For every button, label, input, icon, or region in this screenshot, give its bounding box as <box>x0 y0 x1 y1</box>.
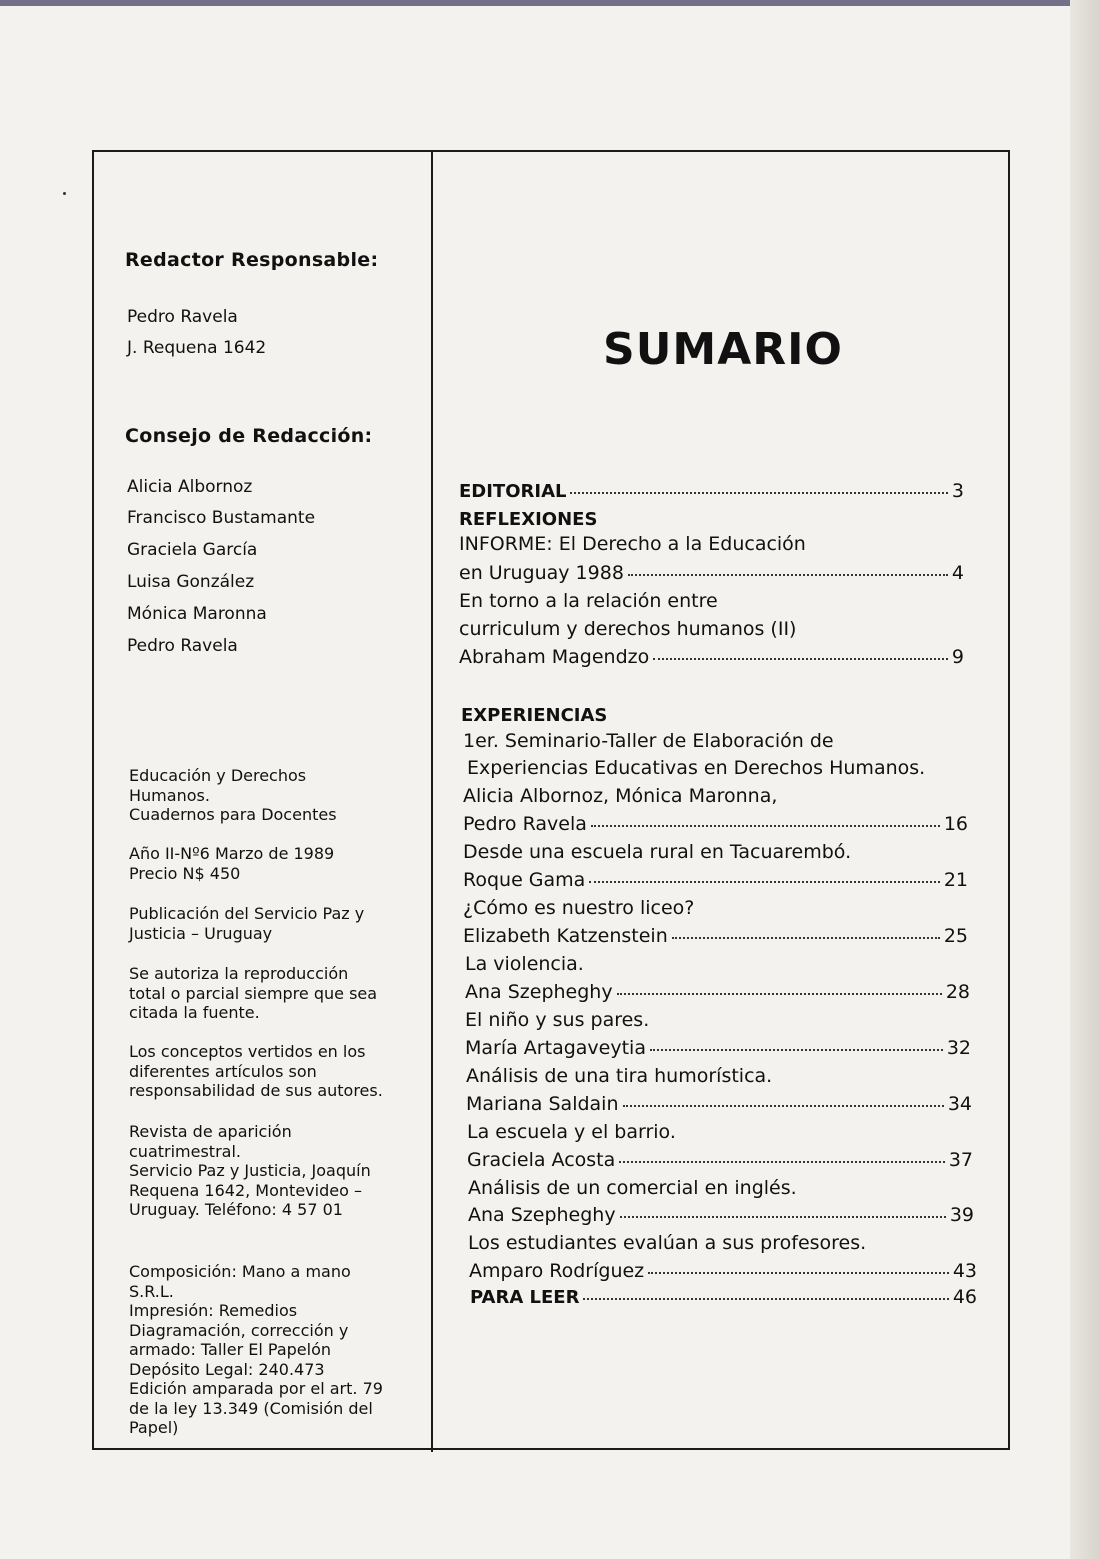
responsible-address: J. Requena 1642 <box>127 338 267 358</box>
toc-entry-author: Graciela Acosta <box>467 1149 616 1171</box>
toc-entry[interactable] <box>465 1037 971 1059</box>
toc-line: ¿Cómo es nuestro liceo? <box>463 897 695 919</box>
dot-leader <box>589 881 939 883</box>
toc-page-number: 9 <box>951 646 964 668</box>
toc-entry-para-leer[interactable] <box>470 1286 977 1308</box>
toc-page-number: 3 <box>951 480 964 502</box>
dot-leader <box>617 993 942 995</box>
toc-line: 1er. Seminario-Taller de Elaboración de <box>463 730 834 752</box>
dot-leader <box>653 658 948 660</box>
info-publisher: Publicación del Servicio Paz y Justicia – Uruguay <box>129 904 365 943</box>
responsible-name: Pedro Ravela <box>127 307 238 327</box>
toc-page-number: 16 <box>943 813 968 835</box>
toc-page-number: 46 <box>952 1286 977 1308</box>
toc-entry-editorial[interactable] <box>459 480 964 502</box>
toc-line: La escuela y el barrio. <box>467 1121 676 1143</box>
dot-leader <box>583 1298 948 1300</box>
page-edge-shadow <box>1070 0 1100 1559</box>
page-title: SUMARIO <box>603 324 843 375</box>
dot-leader <box>672 937 940 939</box>
contents-column <box>433 152 1010 1448</box>
toc-entry[interactable] <box>468 1204 974 1226</box>
toc-entry[interactable] <box>463 813 968 835</box>
print-speck <box>63 192 66 195</box>
publication-info <box>129 1122 419 1220</box>
toc-entry[interactable] <box>469 1260 977 1282</box>
toc-entry[interactable] <box>459 562 964 584</box>
toc-page-number: 28 <box>945 981 970 1003</box>
toc-line: Análisis de un comercial en inglés. <box>468 1177 797 1199</box>
dot-leader <box>620 1216 946 1218</box>
council-heading: Consejo de Redacción: <box>125 425 373 447</box>
toc-entry-author: Roque Gama <box>463 869 586 891</box>
toc-line: INFORME: El Derecho a la Educación <box>459 533 806 555</box>
publication-info <box>129 964 419 1023</box>
toc-entry-label: PARA LEER <box>470 1287 580 1308</box>
publication-info <box>129 904 419 943</box>
council-member: Luisa González <box>127 572 255 592</box>
toc-line: Los estudiantes evalúan a sus profesores. <box>468 1232 867 1254</box>
toc-entry-label: Abraham Magendzo <box>459 646 650 668</box>
toc-page-number: 25 <box>943 925 968 947</box>
dot-leader <box>648 1272 949 1274</box>
toc-entry-label: EDITORIAL <box>459 481 567 502</box>
info-publication-title: Educación y Derechos Humanos. Cuadernos para Docentes <box>129 766 337 824</box>
toc-line: Alicia Albornoz, Mónica Maronna, <box>463 785 778 807</box>
toc-entry[interactable] <box>463 869 968 891</box>
section-heading-reflexiones: REFLEXIONES <box>459 509 598 530</box>
dot-leader <box>591 825 940 827</box>
council-member: Graciela García <box>127 540 258 560</box>
council-member: Mónica Maronna <box>127 604 267 624</box>
toc-line: curriculum y derechos humanos (II) <box>459 618 797 640</box>
council-member: Francisco Bustamante <box>127 508 316 528</box>
council-member: Pedro Ravela <box>127 636 238 656</box>
toc-entry-author: Ana Szepheghy <box>468 1204 616 1226</box>
council-member: Alicia Albornoz <box>127 477 253 497</box>
masthead-column <box>94 152 431 1448</box>
toc-entry[interactable] <box>463 925 968 947</box>
publication-info <box>129 1262 419 1438</box>
dot-leader <box>650 1049 943 1051</box>
toc-entry-author: Amparo Rodríguez <box>469 1260 645 1282</box>
toc-entry-label: en Uruguay 1988 <box>459 562 624 584</box>
dot-leader <box>628 574 948 576</box>
toc-line: En torno a la relación entre <box>459 590 718 612</box>
toc-entry-author: Elizabeth Katzenstein <box>463 925 668 947</box>
dot-leader <box>623 1105 944 1107</box>
toc-line: Análisis de una tira humorística. <box>466 1065 773 1087</box>
info-contact: Revista de aparición cuatrimestral. Servicio Paz y Justicia, Joaquín Requena 1642, Montevideo – Uruguay. Teléfono: 4 57 01 <box>129 1122 371 1219</box>
toc-page-number: 21 <box>943 869 968 891</box>
toc-entry-author: Mariana Saldain <box>466 1093 619 1115</box>
toc-entry-author: María Artagaveytia <box>465 1037 646 1059</box>
toc-line: Experiencias Educativas en Derechos Humanos. <box>467 757 926 779</box>
toc-line: Desde una escuela rural en Tacuarembó. <box>463 841 852 863</box>
toc-page-number: 32 <box>946 1037 971 1059</box>
dot-leader <box>570 492 947 494</box>
toc-page-number: 4 <box>951 562 964 584</box>
info-disclaimer: Los conceptos vertidos en los diferentes artículos son responsabilidad de sus autores. <box>129 1042 383 1100</box>
page-top-edge <box>0 0 1100 6</box>
toc-page-number: 43 <box>952 1260 977 1282</box>
toc-entry[interactable] <box>466 1093 972 1115</box>
toc-line: El niño y sus pares. <box>465 1009 650 1031</box>
toc-entry-author: Ana Szepheghy <box>465 981 613 1003</box>
toc-page-number: 37 <box>948 1149 973 1171</box>
toc-page-number: 39 <box>949 1204 974 1226</box>
publication-info <box>129 844 419 883</box>
toc-entry-author: Pedro Ravela <box>463 813 587 835</box>
section-heading-experiencias: EXPERIENCIAS <box>461 705 608 726</box>
content-frame <box>92 150 1010 1450</box>
responsible-heading: Redactor Responsable: <box>125 249 379 271</box>
publication-info <box>129 1042 419 1101</box>
toc-page-number: 34 <box>947 1093 972 1115</box>
toc-line: La violencia. <box>465 953 584 975</box>
info-reproduction: Se autoriza la reproducción total o parcial siempre que sea citada la fuente. <box>129 964 378 1022</box>
publication-info <box>129 766 419 825</box>
info-credits: Composición: Mano a mano S.R.L. Impresión: Remedios Diagramación, corrección y armado: Taller El Papelón Depósito Legal: 240.473 Edición amparada por el art. 79 de la ley 13.349 (Comisión del Papel) <box>129 1262 383 1437</box>
toc-entry[interactable] <box>467 1149 973 1171</box>
info-issue-price: Año II-Nº6 Marzo de 1989 Precio N$ 450 <box>129 844 335 883</box>
toc-entry[interactable] <box>459 646 964 668</box>
dot-leader <box>619 1161 945 1163</box>
toc-entry[interactable] <box>465 981 970 1003</box>
